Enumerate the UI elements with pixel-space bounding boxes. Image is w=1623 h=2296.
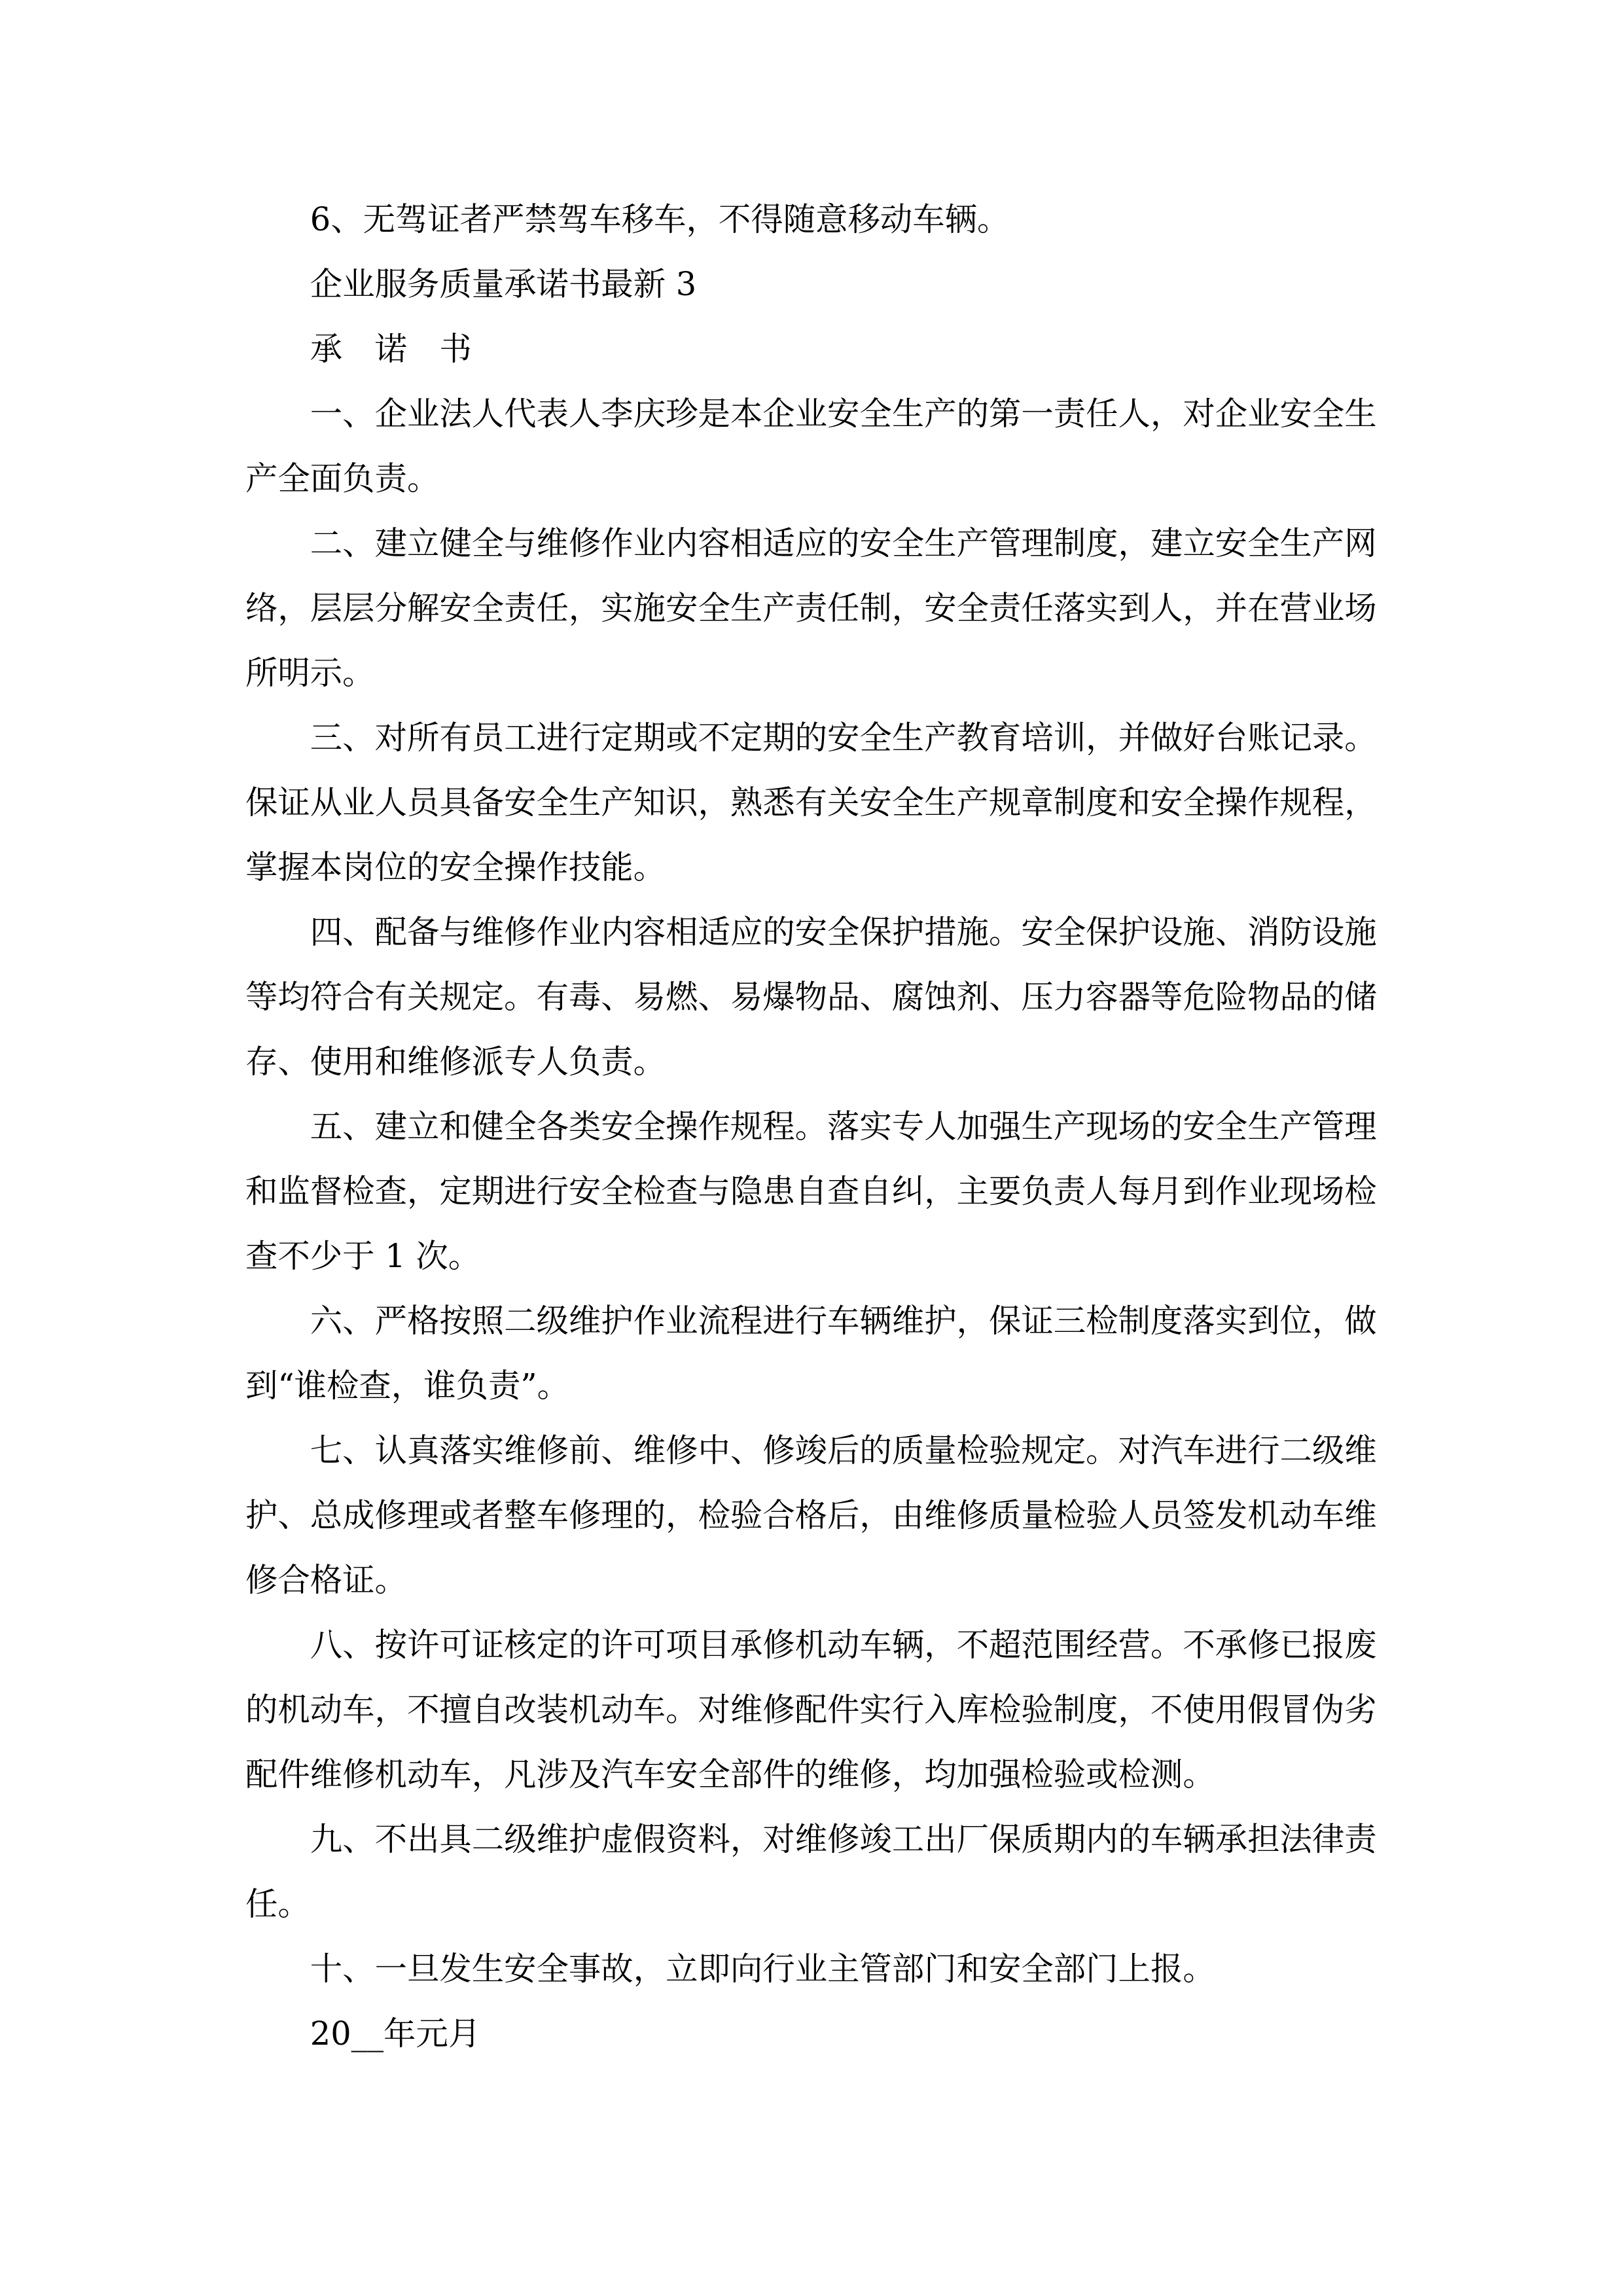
text-line: 十、一旦发生安全事故，立即向行业主管部门和安全部门上报。 bbox=[310, 1950, 1215, 1988]
text-line: 的机动车，不擅自改装机动车。对维修配件实行入库检验制度，不使用假冒伪劣 bbox=[245, 1691, 1377, 1729]
text-line: 企业服务质量承诺书最新 3 bbox=[310, 265, 697, 303]
text-line: 存、使用和维修派专人负责。 bbox=[245, 1043, 666, 1081]
text-line: 六、严格按照二级维护作业流程进行车辆维护，保证三检制度落实到位，做 bbox=[310, 1302, 1377, 1340]
text-line: 等均符合有关规定。有毒、易燃、易爆物品、腐蚀剂、压力容器等危险物品的储 bbox=[245, 978, 1377, 1016]
text-line: 三、对所有员工进行定期或不定期的安全生产教育培训，并做好台账记录。 bbox=[310, 719, 1377, 757]
text-line: 四、配备与维修作业内容相适应的安全保护措施。安全保护设施、消防设施 bbox=[310, 913, 1377, 951]
text-line: 五、建立和健全各类安全操作规程。落实专人加强生产现场的安全生产管理 bbox=[310, 1107, 1377, 1145]
text-line: 到“谁检查，谁负责”。 bbox=[245, 1367, 570, 1405]
text-line: 查不少于 1 次。 bbox=[245, 1237, 481, 1275]
text-line: 掌握本岗位的安全操作技能。 bbox=[245, 848, 666, 886]
text-line: 九、不出具二级维护虚假资料，对维修竣工出厂保质期内的车辆承担法律责 bbox=[310, 1820, 1377, 1858]
text-line: 护、总成修理或者整车修理的，检验合格后，由维修质量检验人员签发机动车维 bbox=[245, 1496, 1377, 1534]
text-line: 修合格证。 bbox=[245, 1561, 407, 1599]
text-line: 和监督检查，定期进行安全检查与隐患自查自纠，主要负责人每月到作业现场检 bbox=[245, 1172, 1377, 1210]
text-line: 所明示。 bbox=[245, 654, 375, 692]
text-line: 产全面负责。 bbox=[245, 459, 440, 497]
text-line: 一、企业法人代表人李庆珍是本企业安全生产的第一责任人，对企业安全生 bbox=[310, 395, 1377, 433]
text-line: 任。 bbox=[245, 1885, 310, 1923]
text-line: 承 诺 书 bbox=[310, 330, 472, 368]
text-line: 八、按许可证核定的许可项目承修机动车辆，不超范围经营。不承修已报废 bbox=[310, 1626, 1377, 1664]
text-line: 络，层层分解安全责任，实施安全生产责任制，安全责任落实到人，并在营业场 bbox=[245, 589, 1377, 627]
text-line: 保证从业人员具备安全生产知识，熟悉有关安全生产规章制度和安全操作规程， bbox=[245, 783, 1377, 821]
document-body bbox=[245, 187, 1378, 2066]
text-line: 20__年元月 bbox=[310, 2015, 481, 2053]
text-line: 七、认真落实维修前、维修中、修竣后的质量检验规定。对汽车进行二级维 bbox=[310, 1431, 1377, 1469]
text-line: 配件维修机动车，凡涉及汽车安全部件的维修，均加强检验或检测。 bbox=[245, 1755, 1215, 1793]
text-line: 二、建立健全与维修作业内容相适应的安全生产管理制度，建立安全生产网 bbox=[310, 524, 1377, 562]
text-line: 6、无驾证者严禁驾车移车，不得随意移动车辆。 bbox=[310, 200, 1010, 238]
